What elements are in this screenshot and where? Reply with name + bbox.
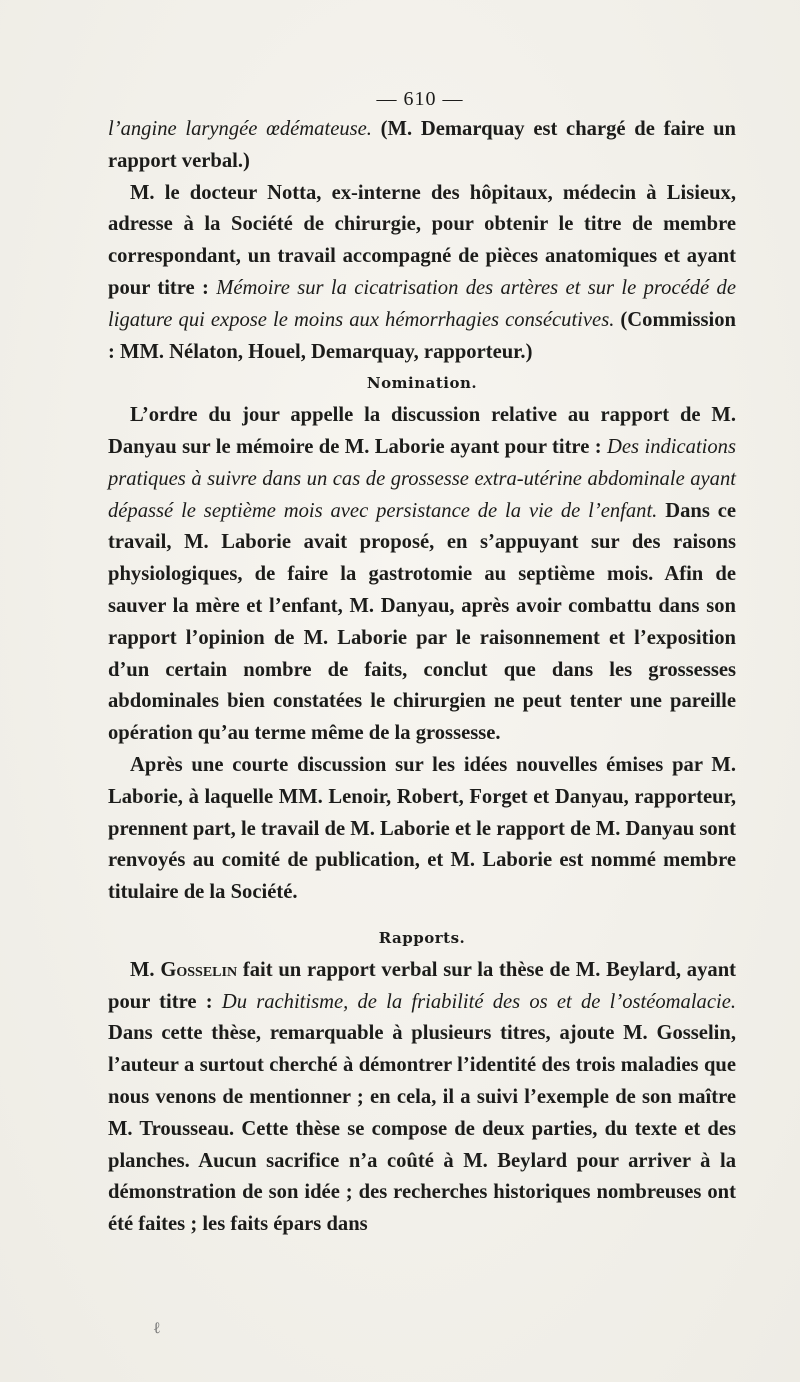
body-text xyxy=(108,114,736,1241)
paragraph-laborie xyxy=(108,400,736,750)
paragraph-discussion: Après une courte discussion sur les idées nouvelles émises par M. Laborie, à laquelle MM. Lenoir, Robert, Forget et Danyau, rapporteur, prennent part, le travail de M. Laborie et le rapport de M. Danyau sont renvoyés au comité de publication, et M. Laborie est nommé membre titulaire de la Société. xyxy=(108,753,736,904)
paragraph-angine xyxy=(108,114,736,178)
paragraph-laborie-text-b: Dans ce travail, M. Laborie avait proposé, en s’appuyant sur des raisons physiologiques, de faire la gastrotomie au septième mois. Afin de sauver la mère et l’enfant, M. Danyau, après avoir combattu dans son rapport l’opinion de M. Laborie par le raisonnement et l’exposition d’un certain nombre de faits, conclut que dans les grossesses abdominales bien constatées le chirurgien ne peut tenter une pareille opération qu’au terme même de la grossesse. xyxy=(108,499,736,745)
paragraph-gosselin xyxy=(108,955,736,1241)
paragraph-gosselin-text-c: Dans cette thèse, remarquable à plusieurs titres, ajoute M. Gosselin, l’auteur a surtout cherché à démontrer l’identité des trois maladies que nous venons de mentionner ; en cela, il a suivi l’exemple de son maître M. Trousseau. Cette thèse se compose de deux parties, du texte et des planches. Aucun sacrifice n’a coûté à M. Beylard pour arriver à la démonstration de son idée ; des recherches historiques nombreuses ont été faites ; les faits épars dans xyxy=(108,1022,736,1236)
page-number: — 610 — xyxy=(376,88,464,110)
italic-title-memoire: Mémoire sur la cicatrisation des artères et sur le procédé de ligature qui expose le moins aux hémorrhagies consécutives. xyxy=(108,276,736,331)
paragraph-gosselin-text-a: M. xyxy=(130,958,161,981)
paragraph-notta-text-a: M. le docteur Notta, ex-interne des hôpitaux, médecin à Lisieux, adresse à la Société de chirurgie, pour obtenir le titre de membre correspondant, un travail accompagné de pièces anatomiques et ayant pour titre : xyxy=(108,181,736,299)
author-name-gosselin: Gosselin xyxy=(160,958,238,981)
paragraph-notta-text-b: (Commission : MM. Nélaton, Houel, Demarquay, rapporteur.) xyxy=(108,308,736,363)
paragraph-laborie-text-a: L’ordre du jour appelle la discussion relative au rapport de M. Danyau sur le mémoire de M. Laborie ayant pour titre : xyxy=(108,404,736,458)
paragraph-notta xyxy=(108,178,736,369)
section-gap xyxy=(108,909,736,923)
stray-ink-mark: ℓ xyxy=(153,1320,161,1337)
section-heading-nomination: Nomination. xyxy=(366,374,478,393)
section-heading-rapports: Rapports. xyxy=(378,928,466,947)
italic-title-angine: l’angine laryngée œdémateuse. xyxy=(108,118,372,140)
paragraph-angine-text: (M. Demarquay est chargé de faire un rapport verbal.) xyxy=(108,118,737,172)
italic-title-indications: Des indications pratiques à suivre dans un cas de grossesse extra-utérine abdominale ayant dépassé le septième mois avec persistance de la vie de l’enfant. xyxy=(108,435,736,522)
paragraph-gosselin-text-b: fait un rapport verbal sur la thèse de M. Beylard, ayant pour titre : xyxy=(108,958,737,1013)
italic-title-rachitisme: Du rachitisme, de la friabilité des os et de l’ostéomalacie. xyxy=(221,990,737,1013)
